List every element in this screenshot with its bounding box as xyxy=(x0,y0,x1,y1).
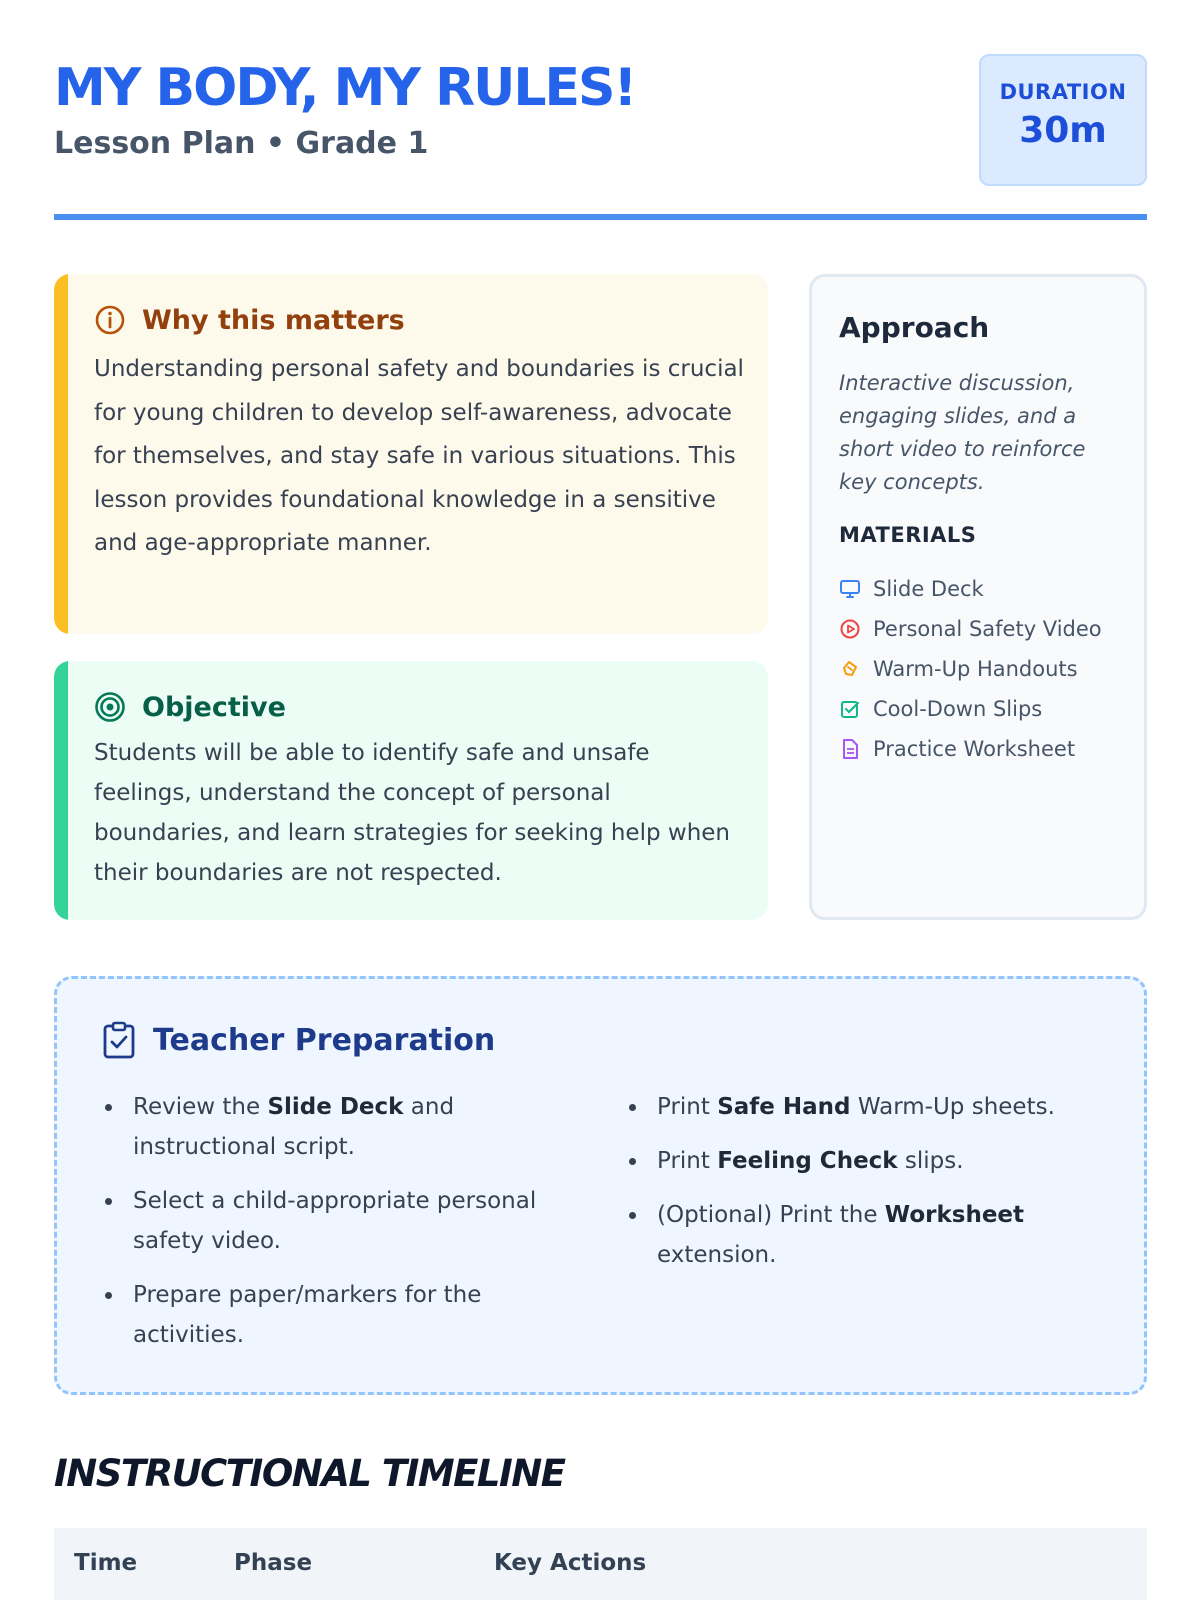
target-icon xyxy=(94,691,126,723)
objective-card xyxy=(54,661,768,920)
teacher-preparation-panel xyxy=(54,976,1147,1395)
approach-panel xyxy=(809,274,1147,920)
material-item xyxy=(839,569,1102,609)
timeline-table-header xyxy=(54,1528,1147,1600)
approach-title: Approach xyxy=(839,311,990,344)
duration-value: 30m xyxy=(1019,110,1107,151)
material-label: Personal Safety Video xyxy=(873,617,1102,641)
prep-list-left xyxy=(101,1087,571,1369)
card-accent-bar xyxy=(54,274,68,634)
prep-list-right xyxy=(625,1087,1095,1289)
material-item xyxy=(839,689,1102,729)
why-this-matters-card xyxy=(54,274,768,634)
card-body: Understanding personal safety and boundaries is crucial for young children to develop self-awareness, advocate for themselves, and stay safe in various situations. This lesson provides foundational knowledge in a sensitive and age-appropriate manner. xyxy=(94,356,744,556)
card-accent-bar xyxy=(54,661,68,920)
card-body: Students will be able to identify safe and unsafe feelings, understand the concept of personal boundaries, and learn strategies for seeking help when their boundaries are not respected. xyxy=(94,740,730,886)
lesson-plan-page xyxy=(54,0,1147,1600)
clipboard-check-icon xyxy=(101,1021,137,1059)
card-title: Objective xyxy=(142,691,286,723)
material-item xyxy=(839,649,1102,689)
approach-description: Interactive discussion, engaging slides, and a short video to reinforce key concepts. xyxy=(839,371,1086,494)
prep-item: Select a child-appropriate personal safety video. xyxy=(101,1181,571,1261)
prep-item: Print Feeling Check slips. xyxy=(625,1141,1095,1181)
card-header xyxy=(94,691,286,723)
card-header xyxy=(94,304,405,336)
page-subtitle: Lesson Plan • Grade 1 xyxy=(54,126,429,161)
column-header-key-actions: Key Actions xyxy=(494,1550,647,1576)
prep-item: (Optional) Print the Worksheet extension. xyxy=(625,1195,1095,1275)
check-square-icon xyxy=(839,698,861,720)
materials-heading: MATERIALS xyxy=(839,523,977,547)
column-header-phase: Phase xyxy=(234,1550,313,1576)
material-item xyxy=(839,609,1102,649)
materials-list xyxy=(839,569,1102,769)
play-circle-icon xyxy=(839,618,861,640)
hand-icon xyxy=(839,658,861,680)
prep-title: Teacher Preparation xyxy=(153,1022,496,1058)
header-divider xyxy=(54,214,1147,220)
prep-item: Print Safe Hand Warm-Up sheets. xyxy=(625,1087,1095,1127)
prep-header xyxy=(101,1021,495,1059)
prep-item: Review the Slide Deck and instructional script. xyxy=(101,1087,571,1167)
card-title: Why this matters xyxy=(142,304,405,336)
header xyxy=(54,52,1147,222)
monitor-icon xyxy=(839,578,861,600)
timeline-title: INSTRUCTIONAL TIMELINE xyxy=(54,1452,565,1495)
material-label: Practice Worksheet xyxy=(873,737,1076,761)
material-item xyxy=(839,729,1102,769)
duration-badge xyxy=(979,54,1147,186)
document-icon xyxy=(839,738,861,760)
prep-item: Prepare paper/markers for the activities. xyxy=(101,1275,571,1355)
column-header-time: Time xyxy=(74,1550,138,1576)
page-title: MY BODY, MY RULES! xyxy=(54,58,636,118)
material-label: Cool-Down Slips xyxy=(873,697,1043,721)
material-label: Warm-Up Handouts xyxy=(873,657,1078,681)
material-label: Slide Deck xyxy=(873,577,984,601)
info-icon xyxy=(94,304,126,336)
duration-label: DURATION xyxy=(999,80,1127,104)
